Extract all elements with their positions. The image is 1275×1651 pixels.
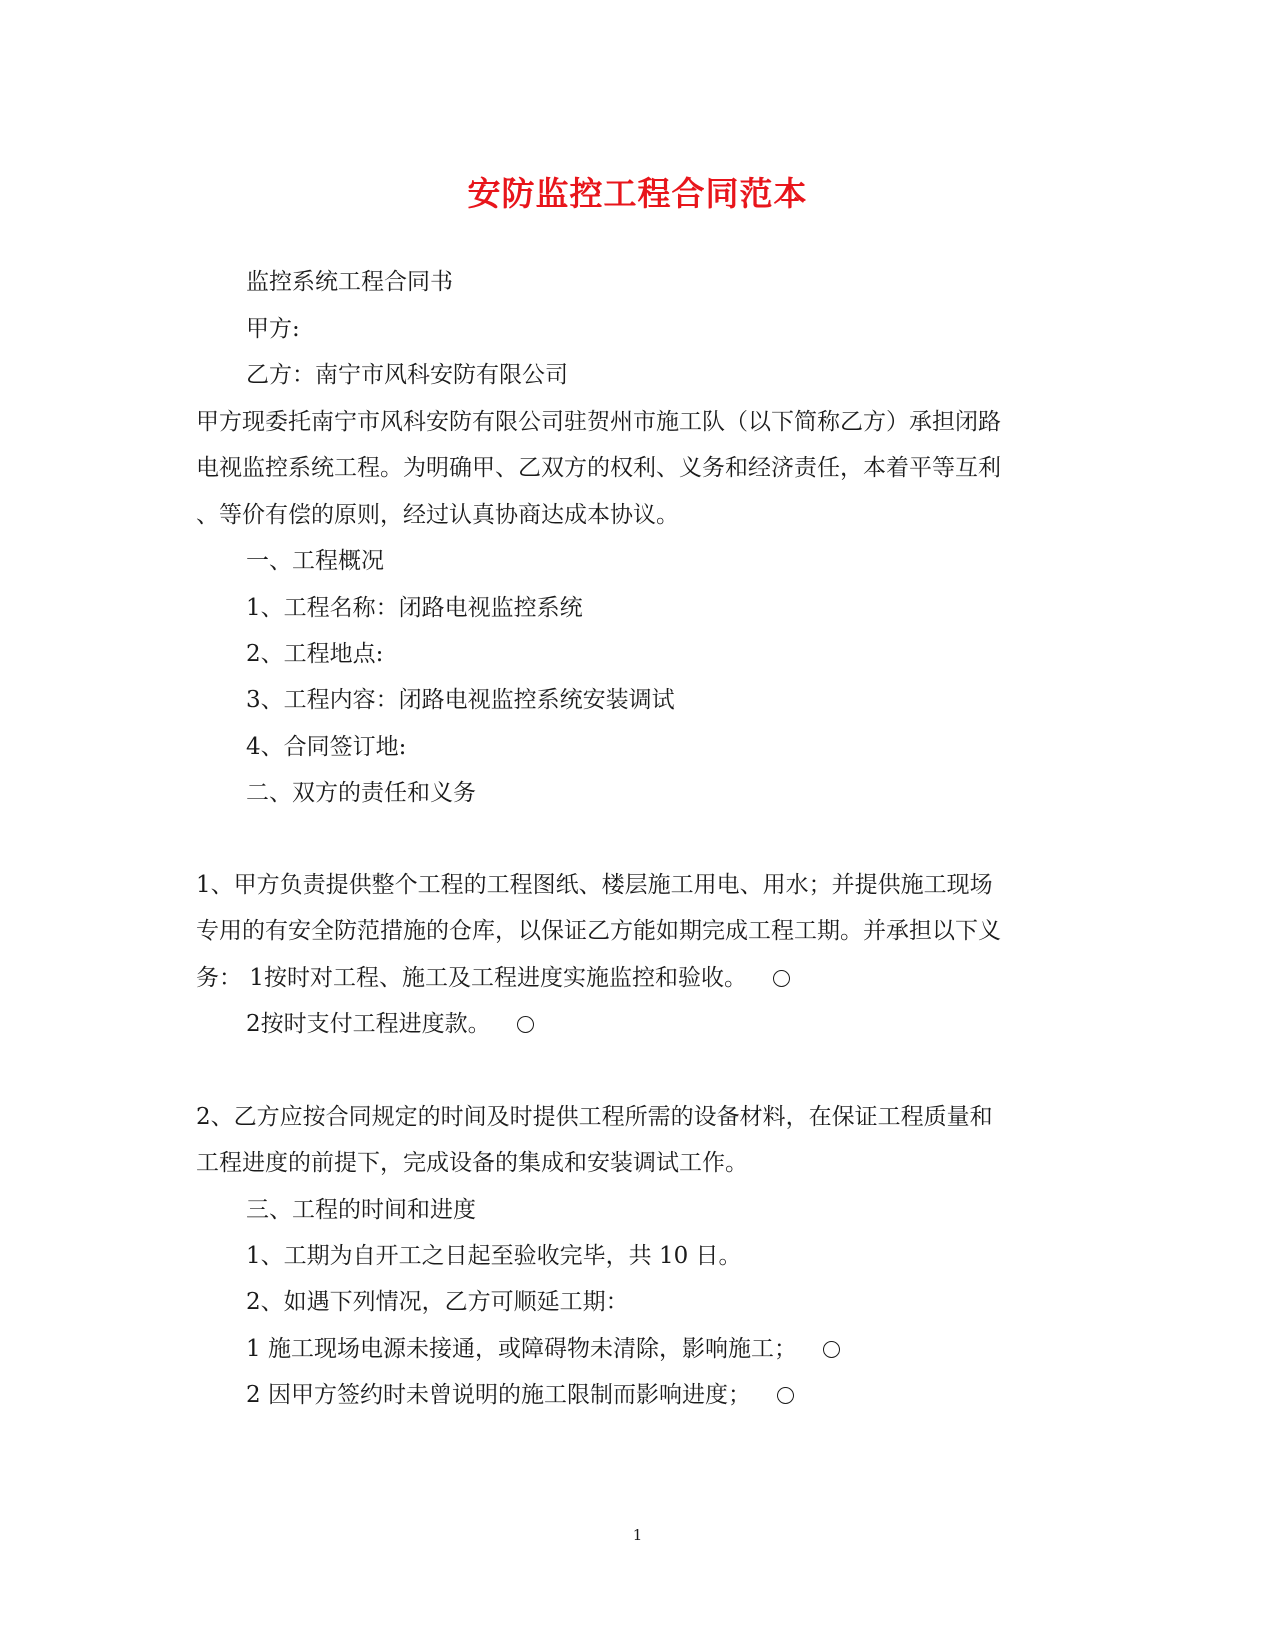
project-name-line: 1、工程名称：闭路电视监控系统 <box>246 595 583 621</box>
section-heading-3: 三、工程的时间和进度 <box>246 1197 476 1223</box>
clause-3-2-line: 2、如遇下列情况，乙方可顺延工期： <box>246 1289 629 1315</box>
clause-2-1-item-2-text: 2按时支付工程进度款。 <box>246 1011 491 1037</box>
clause-3-2-item-2-text: 2 因甲方签约时未曾说明的施工限制而影响进度； <box>246 1382 751 1408</box>
section-heading-1: 一、工程概况 <box>246 548 384 574</box>
clause-3-2-item-2 <box>246 1379 794 1411</box>
clause-2-1-line-3 <box>196 962 790 994</box>
intro-paragraph-line-1: 甲方现委托南宁市风科安防有限公司驻贺州市施工队（以下简称乙方）承担闭路 <box>196 409 1001 435</box>
party-a-line: 甲方: <box>246 316 300 342</box>
intro-paragraph-line-3: 、等价有偿的原则，经过认真协商达成本协议。 <box>196 502 679 528</box>
signing-place-line: 4、合同签订地: <box>246 734 407 760</box>
intro-paragraph-line-2: 电视监控系统工程。为明确甲、乙双方的权利、义务和经济责任，本着平等互利 <box>196 455 1001 481</box>
project-content-line: 3、工程内容：闭路电视监控系统安装调试 <box>246 687 675 713</box>
clause-2-1-line-3-text: 务： 1按时对工程、施工及工程进度实施监控和验收。 <box>196 965 747 991</box>
circle-mark <box>773 970 790 987</box>
page-number: 1 <box>632 1526 643 1544</box>
document-title: 安防监控工程合同范本 <box>467 174 808 213</box>
contract-heading: 监控系统工程合同书 <box>246 269 453 295</box>
clause-2-2-line-2: 工程进度的前提下，完成设备的集成和安装调试工作。 <box>196 1150 748 1176</box>
circle-mark <box>823 1341 840 1358</box>
clause-3-1-line: 1、工期为自开工之日起至验收完毕，共 10 日。 <box>246 1243 742 1269</box>
clause-2-2-line-1: 2、乙方应按合同规定的时间及时提供工程所需的设备材料，在保证工程质量和 <box>196 1104 993 1130</box>
project-location-line: 2、工程地点: <box>246 641 384 667</box>
clause-3-2-item-1-text: 1 施工现场电源未接通，或障碍物未清除，影响施工； <box>246 1336 797 1362</box>
party-b-line: 乙方：南宁市风科安防有限公司 <box>246 362 568 388</box>
circle-mark <box>517 1016 534 1033</box>
clause-2-1-line-1: 1、甲方负责提供整个工程的工程图纸、楼层施工用电、用水；并提供施工现场 <box>196 872 993 898</box>
clause-3-2-item-1 <box>246 1333 840 1365</box>
section-heading-2: 二、双方的责任和义务 <box>246 780 476 806</box>
clause-2-1-line-2: 专用的有安全防范措施的仓库，以保证乙方能如期完成工程工期。并承担以下义 <box>196 918 1001 944</box>
circle-mark <box>777 1387 794 1404</box>
clause-2-1-item-2 <box>246 1008 534 1040</box>
